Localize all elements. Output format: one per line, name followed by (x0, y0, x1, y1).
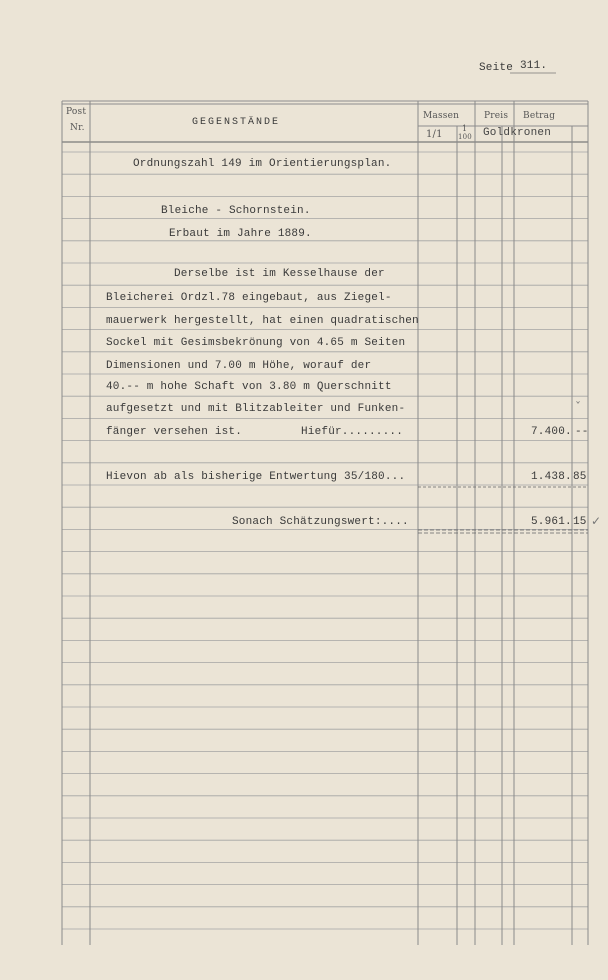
header-gegenstaende: GEGENSTÄNDE (192, 117, 281, 128)
ordnungszahl-line: Ordnungszahl 149 im Orientierungsplan. (133, 158, 392, 170)
header-nr: Nr. (70, 123, 85, 133)
hiefuer-label: Hiefür......... (301, 426, 404, 438)
description-line-5: Dimensionen und 7.00 m Höhe, worauf der (106, 360, 372, 372)
amount-value-fraction: -- (575, 426, 589, 438)
amount-depreciation-fraction: 85 (573, 471, 587, 483)
page-number: 311. (520, 60, 548, 72)
description-line-3: mauerwerk hergestellt, hat einen quadratischen (106, 315, 419, 327)
tick-mark-icon: ˇ (575, 400, 582, 414)
description-line-4: Sockel mit Gesimsbekrönung von 4.65 m Seiten (106, 337, 406, 349)
depreciation-line: Hievon ab als bisherige Entwertung 35/180... (106, 471, 406, 483)
header-betrag: Betrag (523, 111, 556, 121)
amount-depreciation-whole: 1.438. (531, 471, 572, 483)
description-line-2: Bleicherei Ordzl.78 eingebaut, aus Ziegel- (106, 292, 392, 304)
amount-estimated-fraction: 15 (573, 516, 587, 528)
amount-estimated-whole: 5.961. (531, 516, 572, 528)
header-preis: Preis (484, 111, 509, 121)
description-line-8: fänger versehen ist. (106, 426, 243, 438)
header-currency: Goldkronen (483, 127, 552, 139)
header-massen-fraction-den: 100 (458, 133, 472, 141)
description-line-6: 40.-- m hohe Schaft von 3.80 m Querschnitt (106, 381, 392, 393)
amount-value-whole: 7.400. (531, 426, 572, 438)
header-massen-1-1: 1/1 (426, 129, 443, 140)
construction-year: Erbaut im Jahre 1889. (169, 228, 312, 240)
object-title: Bleiche - Schornstein. (161, 205, 311, 217)
header-massen-fraction-num: 1 (462, 124, 468, 133)
header-massen: Massen (423, 111, 460, 121)
header-post: Post (66, 107, 87, 117)
description-line-1: Derselbe ist im Kesselhause der (174, 268, 385, 280)
description-line-7: aufgesetzt und mit Blitzableiter und Funken- (106, 403, 406, 415)
estimated-value-line: Sonach Schätzungswert:.... (232, 516, 409, 528)
check-mark-icon: ✓ (591, 514, 602, 528)
page-label: Seite (479, 62, 514, 74)
